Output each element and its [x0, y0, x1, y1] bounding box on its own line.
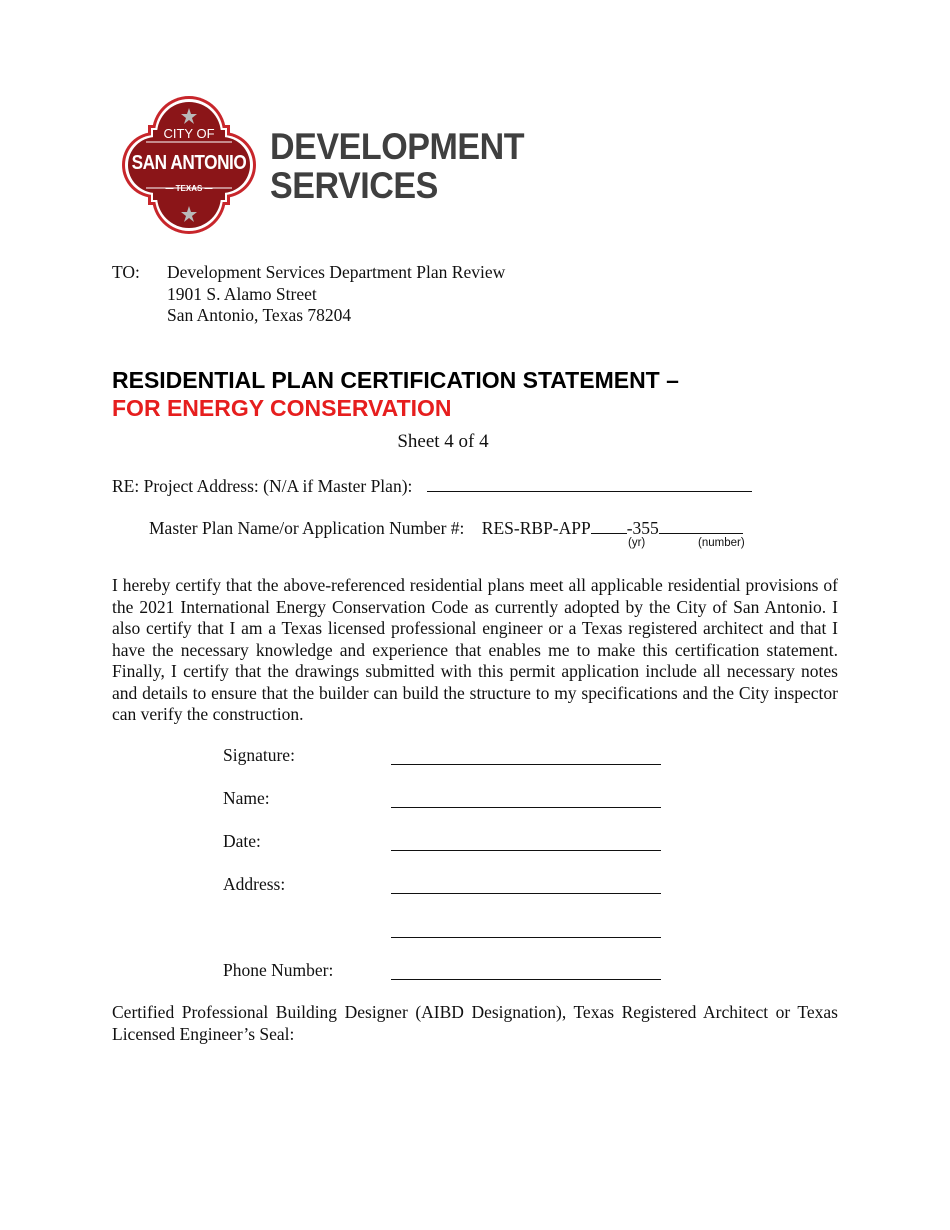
- to-label: TO:: [112, 262, 140, 282]
- master-plan-row: [149, 517, 743, 540]
- logo-state: — TEXAS —: [165, 184, 213, 193]
- year-field[interactable]: [591, 517, 627, 534]
- number-caption: (number): [698, 537, 745, 549]
- address-field-line-2[interactable]: [391, 937, 661, 938]
- phone-field[interactable]: [391, 979, 661, 980]
- project-address-row: [112, 475, 752, 498]
- signature-label: Signature:: [223, 745, 295, 765]
- project-address-label: RE: Project Address: (N/A if Master Plan):: [112, 476, 413, 496]
- date-field[interactable]: [391, 850, 661, 851]
- name-field[interactable]: [391, 807, 661, 808]
- to-line: San Antonio, Texas 78204: [167, 305, 352, 325]
- document-title: RESIDENTIAL PLAN CERTIFICATION STATEMENT –: [112, 367, 679, 393]
- to-address: [167, 262, 505, 327]
- logo-city-of: CITY OF: [163, 126, 215, 141]
- date-label: Date:: [223, 831, 261, 851]
- seal-statement: Certified Professional Building Designer (AIBD Designation), Texas Registered Architect or Texas Licensed Engineer’s Seal:: [112, 1002, 838, 1044]
- number-field[interactable]: [659, 517, 743, 534]
- brand-name: [270, 127, 524, 205]
- document-subtitle: FOR ENERGY CONSERVATION: [112, 395, 452, 421]
- address-label: Address:: [223, 874, 286, 894]
- year-caption: (yr): [628, 537, 646, 549]
- address-field-line-1[interactable]: [391, 893, 661, 894]
- sheet-number: Sheet 4 of 4: [397, 431, 489, 452]
- certification-paragraph: I hereby certify that the above-referenced residential plans meet all applicable residential provisions of the 2021 International Energy Conservation Code as currently adopted by the City of San Antonio. I also certify that I am a Texas licensed professional engineer or a Texas registered architect and that I have the necessary knowledge and experience that enables me to make this certification statement. Finally, I certify that the drawings submitted with this permit application include all necessary notes and details to ensure that the builder can build the structure to my specifications and the City inspector can verify the construction.: [112, 575, 838, 724]
- application-prefix: RES-RBP-APP: [481, 518, 591, 538]
- project-address-field[interactable]: [427, 475, 752, 492]
- phone-label: Phone Number:: [223, 960, 334, 980]
- signature-field[interactable]: [391, 764, 661, 765]
- city-seal-logo: [118, 95, 260, 235]
- name-label: Name:: [223, 788, 270, 808]
- brand-line-2: SERVICES: [270, 165, 438, 206]
- logo-city-name: SAN ANTONIO: [131, 152, 247, 174]
- to-line: 1901 S. Alamo Street: [167, 283, 317, 304]
- application-mid: -355: [626, 518, 659, 538]
- to-line: Development Services Department Plan Review: [167, 262, 506, 282]
- master-plan-label: Master Plan Name/or Application Number #:: [149, 518, 465, 538]
- brand-line-1: DEVELOPMENT: [270, 126, 525, 167]
